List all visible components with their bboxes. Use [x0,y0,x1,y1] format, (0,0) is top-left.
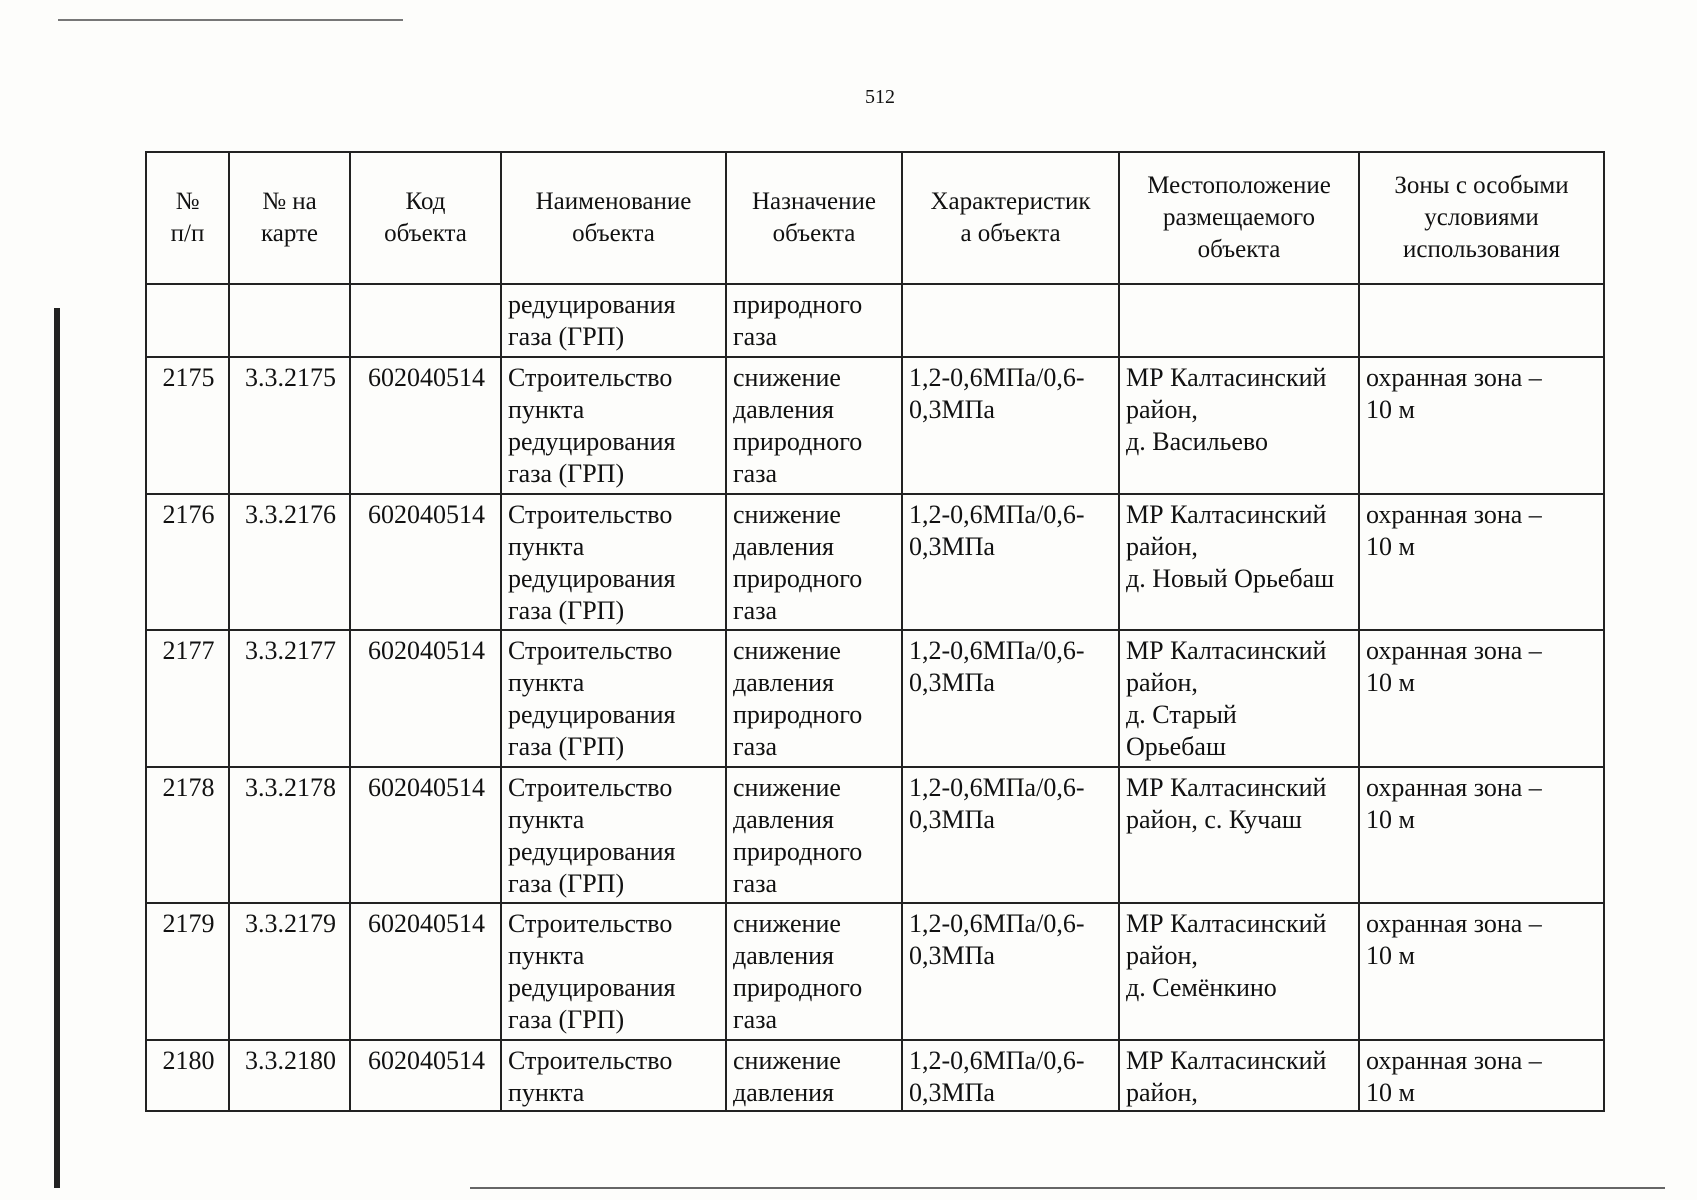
cell-map-number: 3.3.2180 [229,1040,350,1111]
cell-object-characteristic: 1,2-0,6МПа/0,6- 0,3МПа [902,630,1119,766]
cell-special-zones: охранная зона – 10 м [1359,494,1604,630]
cell-object-location [1119,284,1359,357]
cell-object-code: 602040514 [350,1040,501,1111]
cell-object-code: 602040514 [350,630,501,766]
cell-object-purpose: снижение давления природного газа [726,494,902,630]
scan-edge-line-bottom [470,1187,1665,1189]
cell-number: 2176 [146,494,229,630]
cell-object-name: Строительство пункта редуцирования газа (ГРП) [501,630,726,766]
header-special-zones: Зоны с особыми условиями использования [1359,152,1604,284]
cell-object-purpose: снижение давления природного газа [726,630,902,766]
cell-map-number: 3.3.2179 [229,903,350,1039]
cell-map-number: 3.3.2178 [229,767,350,903]
cell-object-location: МР Калтасинский район, [1119,1040,1359,1111]
cell-object-purpose: снижение давления природного газа [726,357,902,493]
cell-object-purpose: природного газа [726,284,902,357]
table-header-row [146,152,1604,284]
table-row [146,903,1604,1039]
cell-number: 2177 [146,630,229,766]
header-object-location: Местоположение размещаемого объекта [1119,152,1359,284]
cell-special-zones [1359,284,1604,357]
cell-object-characteristic: 1,2-0,6МПа/0,6- 0,3МПа [902,494,1119,630]
cell-object-location: МР Калтасинский район, д. Васильево [1119,357,1359,493]
cell-object-purpose: снижение давления природного газа [726,903,902,1039]
cell-map-number: 3.3.2175 [229,357,350,493]
cell-number: 2179 [146,903,229,1039]
cell-number: 2180 [146,1040,229,1111]
cell-object-characteristic: 1,2-0,6МПа/0,6- 0,3МПа [902,767,1119,903]
cell-object-code: 602040514 [350,767,501,903]
table-row [146,767,1604,903]
cell-special-zones: охранная зона – 10 м [1359,357,1604,493]
cell-object-location: МР Калтасинский район, с. Кучаш [1119,767,1359,903]
scan-edge-line-top [58,19,403,21]
scan-edge-bar-left [54,308,60,1188]
cell-number [146,284,229,357]
cell-object-characteristic: 1,2-0,6МПа/0,6- 0,3МПа [902,1040,1119,1111]
cell-special-zones: охранная зона – 10 м [1359,630,1604,766]
table-row [146,494,1604,630]
cell-number: 2175 [146,357,229,493]
table-row [146,1040,1604,1111]
cell-object-purpose: снижение давления природного газа [726,767,902,903]
cell-object-location: МР Калтасинский район, д. Старый Орьебаш [1119,630,1359,766]
cell-object-code: 602040514 [350,357,501,493]
cell-number: 2178 [146,767,229,903]
header-object-name: Наименование объекта [501,152,726,284]
cell-map-number [229,284,350,357]
cell-object-name: Строительство пункта редуцирования газа (ГРП) [501,903,726,1039]
header-number: № п/п [146,152,229,284]
cell-object-code [350,284,501,357]
cell-object-code: 602040514 [350,494,501,630]
cell-object-name: Строительство пункта редуцирования газа (ГРП) [501,767,726,903]
table-row-continuation [146,284,1604,357]
header-object-code: Код объекта [350,152,501,284]
cell-object-location: МР Калтасинский район, д. Новый Орьебаш [1119,494,1359,630]
header-object-purpose: Назначение объекта [726,152,902,284]
cell-object-code: 602040514 [350,903,501,1039]
cell-object-characteristic [902,284,1119,357]
cell-object-name: Строительство пункта редуцирования газа (ГРП) [501,494,726,630]
page-number: 512 [865,86,895,108]
cell-special-zones: охранная зона – 10 м [1359,767,1604,903]
cell-object-characteristic: 1,2-0,6МПа/0,6- 0,3МПа [902,903,1119,1039]
cell-special-zones: охранная зона – 10 м [1359,1040,1604,1111]
cell-object-purpose: снижение давления [726,1040,902,1111]
table-row [146,357,1604,493]
cell-object-characteristic: 1,2-0,6МПа/0,6- 0,3МПа [902,357,1119,493]
objects-table [145,151,1605,1112]
cell-object-name: Строительство пункта [501,1040,726,1111]
table-row [146,630,1604,766]
cell-object-name: Строительство пункта редуцирования газа (ГРП) [501,357,726,493]
header-map-number: № на карте [229,152,350,284]
cell-map-number: 3.3.2177 [229,630,350,766]
cell-map-number: 3.3.2176 [229,494,350,630]
cell-object-location: МР Калтасинский район, д. Семёнкино [1119,903,1359,1039]
header-object-characteristic: Характеристик а объекта [902,152,1119,284]
cell-special-zones: охранная зона – 10 м [1359,903,1604,1039]
cell-object-name: редуцирования газа (ГРП) [501,284,726,357]
